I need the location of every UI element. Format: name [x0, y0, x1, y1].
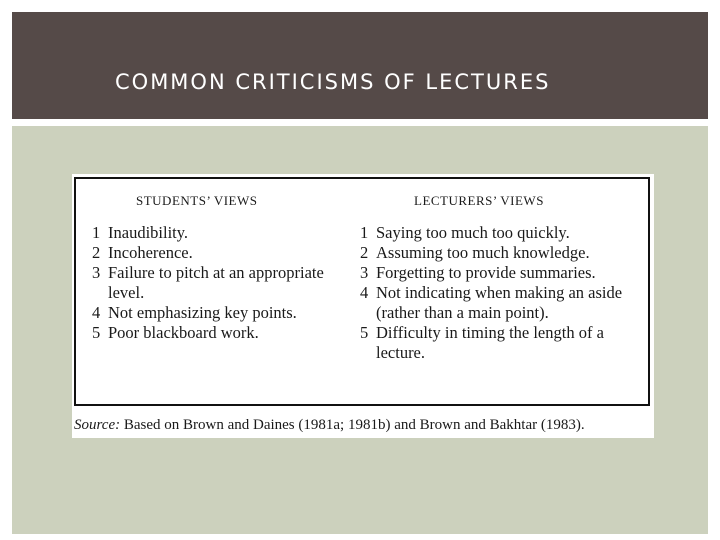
item-number: 4 [360, 283, 369, 302]
lecturers-item-1 [360, 223, 648, 243]
criticisms-table [74, 177, 650, 406]
item-text: Not emphasizing key points. [108, 303, 297, 322]
lecturers-item-3 [360, 263, 648, 283]
students-views-header: STUDENTS’ VIEWS [136, 193, 258, 208]
item-text: Poor blackboard work. [108, 323, 259, 342]
item-number: 3 [360, 263, 369, 282]
item-number: 5 [360, 323, 369, 342]
title-bar [12, 12, 708, 119]
item-number: 2 [92, 243, 101, 262]
item-text: Not indicating when making an aside (rather than a main point). [376, 283, 623, 322]
lecture-criticisms-figure [72, 174, 654, 438]
lecturers-views-list [360, 223, 648, 363]
lecturers-item-2 [360, 243, 648, 263]
item-number: 5 [92, 323, 101, 342]
item-number: 4 [92, 303, 101, 322]
item-text: Forgetting to provide summaries. [376, 263, 596, 282]
students-item-1 [92, 223, 330, 243]
slide-title: COMMON CRITICISMS OF LECTURES [115, 70, 551, 94]
lecturers-views-header: LECTURERS’ VIEWS [414, 193, 544, 208]
students-item-5 [92, 323, 330, 343]
students-item-4 [92, 303, 330, 323]
source-label: Source: [74, 417, 121, 433]
item-text: Inaudibility. [108, 223, 189, 242]
item-text: Assuming too much knowledge. [376, 243, 590, 262]
item-text: Incoherence. [108, 243, 193, 262]
lecturers-item-4 [360, 283, 648, 323]
item-text: Failure to pitch at an appropriate level. [108, 263, 324, 302]
source-text: Based on Brown and Daines (1981a; 1981b) and Brown and Bakhtar (1983). [123, 417, 585, 433]
item-number: 1 [360, 223, 369, 242]
students-views-list [92, 223, 330, 343]
lecturers-item-5 [360, 323, 648, 363]
item-text: Saying too much too quickly. [376, 223, 570, 242]
item-text: Difficulty in timing the length of a lecture. [376, 323, 604, 362]
students-item-2 [92, 243, 330, 263]
item-number: 2 [360, 243, 369, 262]
source-citation [74, 417, 652, 434]
students-item-3 [92, 263, 330, 303]
item-number: 3 [92, 263, 101, 282]
item-number: 1 [92, 223, 101, 242]
